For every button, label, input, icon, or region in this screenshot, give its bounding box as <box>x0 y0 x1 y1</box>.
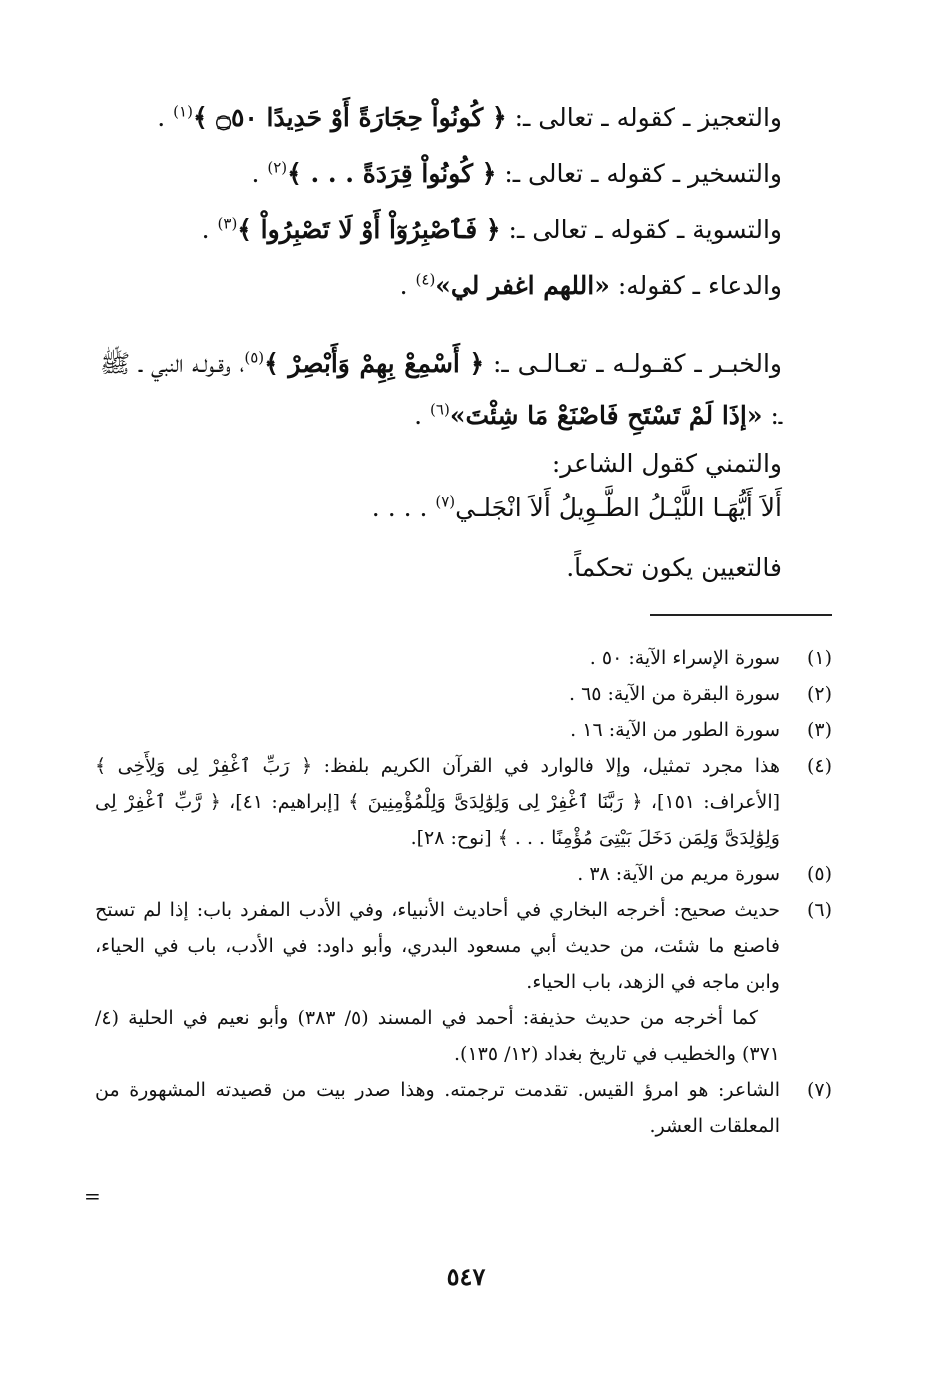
footnote-separator <box>650 614 832 616</box>
verse-ellipsis: . . . . <box>371 493 436 522</box>
quran-quote: ﴿ أَسْمِعْ بِهِمْ وَأَبْصِرْ ﴾ <box>264 349 485 378</box>
footnote-number: (٢) <box>806 683 832 705</box>
footnote-marker: (٢) <box>267 158 288 177</box>
closing-sentence: فالتعيين يكون تحكماً. <box>566 553 782 582</box>
footnote-marker: (٥) <box>244 348 265 367</box>
line-end: . <box>399 271 416 300</box>
footnote-number: (٤) <box>806 755 832 777</box>
footnote-number: (٦) <box>806 899 832 921</box>
continuation-mark: = <box>84 1184 101 1208</box>
para-end: . <box>414 401 431 430</box>
poem-block <box>100 442 782 530</box>
footnote-text: حديث صحيح: أخرجه البخاري في أحاديث الأنبياء، وفي الأدب المفرد باب: إذا لم تستح فاصنع ما شئت، من حديث أبي مسعود البدري، وأبو داود: في الأدب، باب في الحياء، وابن ماجه في الزهد، باب الحياء. <box>95 899 780 993</box>
footnote-text: الشاعر: هو امرؤ القيس. تقدمت ترجمته. وهذا صدر بيت من قصيدته المشهورة من المعلقات العشر. <box>95 1079 780 1137</box>
line-end: . <box>251 159 268 188</box>
quran-quote: ﴿ فَٱصْبِرُوٓاْ أَوْ لَا تَصْبِرُواْ ﴾ <box>237 215 501 244</box>
line-text: والدعاء ـ كقوله: <box>609 271 782 300</box>
footnote-text: سورة البقرة من الآية: ٦٥ . <box>568 683 780 705</box>
poem-verse: أَلاَ أَيُّهَـا اللَّيْـلُ الطَّـوِيلُ أَلاَ انْجَلـي <box>455 493 782 522</box>
footnote-marker: (٤) <box>415 270 436 289</box>
para-text: والخبـر ـ كقـولـه ـ تعـالـى ـ: <box>484 349 782 378</box>
line-end: . <box>201 215 218 244</box>
footnote-text: سورة مريم من الآية: ٣٨ . <box>577 863 780 885</box>
footnote-number: (٥) <box>806 863 832 885</box>
footnote-text: سورة الإسراء الآية: ٥٠ . <box>589 647 780 669</box>
text-line-taskhir <box>100 154 782 210</box>
footnote-number: (١) <box>806 647 832 669</box>
footnote-2 <box>95 676 832 712</box>
footnote-continuation: كما أخرجه من حديث حذيفة: أحمد في المسند (٥/ ٣٨٣) وأبو نعيم في الحلية (٤/ ٣٧١) والخطيب في تاريخ بغداد (١٢/ ١٣٥). <box>95 1007 780 1065</box>
footnote-6 <box>95 892 832 1072</box>
line-text: والتعجيز ـ كقوله ـ تعالى ـ: <box>506 103 782 132</box>
line-end: . <box>157 103 174 132</box>
footnote-marker: (٦) <box>430 400 450 419</box>
footnote-number: (٧) <box>806 1079 832 1101</box>
footnote-marker: (٧) <box>435 492 456 511</box>
dua-quote: «اللهم اغفر لي» <box>435 271 610 300</box>
footnote-3 <box>95 712 832 748</box>
page-number: ٥٤٧ <box>446 1262 486 1291</box>
footnote-5 <box>95 856 832 892</box>
poem-verse-line <box>100 486 782 530</box>
footnote-1 <box>95 640 832 676</box>
footnotes <box>95 640 832 1144</box>
poem-intro: والتمني كقول الشاعر: <box>551 449 782 478</box>
line-text: والتسخير ـ كقوله ـ تعالى ـ: <box>496 159 782 188</box>
quran-quote: ﴿ كُونُواْ حِجَارَةً أَوْ حَدِيدًا ۝٥٠ ﴾ <box>192 103 507 132</box>
footnote-marker: (٣) <box>217 214 238 233</box>
text-line-ta'jiz <box>100 98 782 154</box>
quran-quote: ﴿ كُونُواْ قِرَدَةً . . . ﴾ <box>287 159 497 188</box>
footnote-marker: (١) <box>173 102 193 121</box>
text-line-taswiya <box>100 210 782 266</box>
footnote-number: (٣) <box>806 719 832 741</box>
para-text: ، وقـولـه النبي ـ ﷺ ـ: <box>100 349 782 430</box>
footnote-4 <box>95 748 832 856</box>
main-text <box>100 98 782 310</box>
footnote-text: سورة الطور من الآية: ١٦ . <box>570 719 780 741</box>
footnote-7 <box>95 1072 832 1144</box>
footnote-text: هذا مجرد تمثيل، وإلا فالوارد في القرآن الكريم بلفظ: ﴿ رَبِّ ٱغْفِرْ لِى وَلِأَخِى ﴾ [الأعراف: ١٥١]، ﴿ رَبَّنَا ٱغْفِرْ لِى وَلِوَٰلِدَىَّ وَلِلْمُؤْمِنِينَ ﴾ [إبراهيم: ٤١]، ﴿ رَّبِّ ٱغْفِرْ لِى وَلِوَٰلِدَىَّ وَلِمَن دَخَلَ بَيْتِىَ مُؤْمِنًا . . . ﴾ [نوح: ٢٨]. <box>95 755 781 849</box>
hadith-quote: «إذَا لَمْ تَسْتَحِ فَاصْنَعْ مَا شِئْتَ» <box>449 401 763 430</box>
khabar-paragraph <box>100 338 782 442</box>
text-line-dua <box>100 266 782 310</box>
line-text: والتسوية ـ كقوله ـ تعالى ـ: <box>500 215 782 244</box>
